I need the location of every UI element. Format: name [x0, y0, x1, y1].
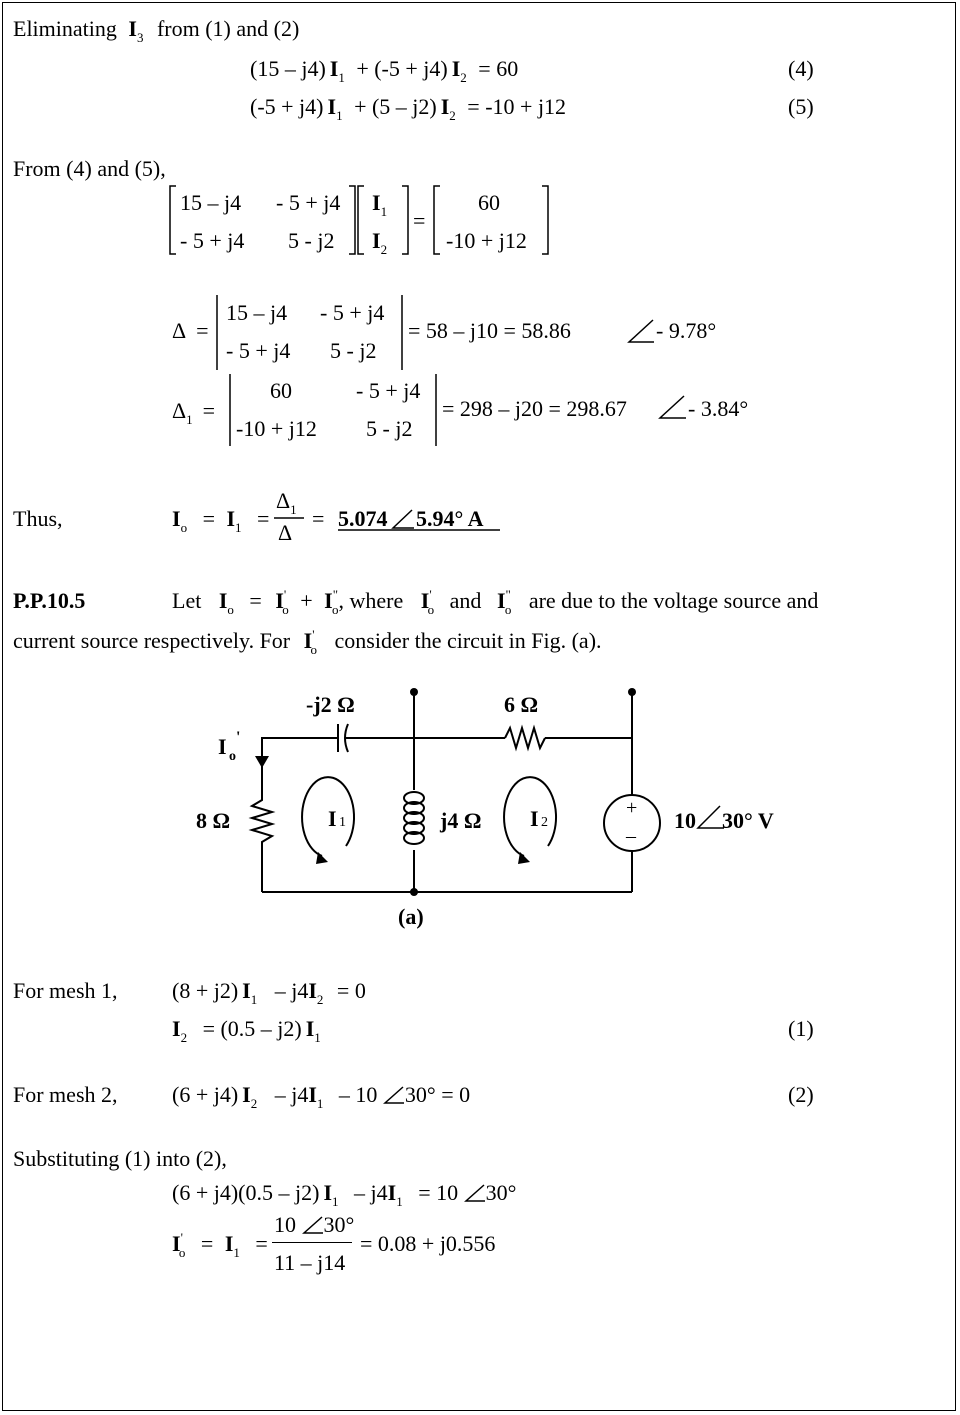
det-a11: 15 – j4 — [226, 300, 288, 325]
pp-label: P.P.10.5 — [13, 588, 86, 613]
eq-1-number: (1) — [788, 1016, 814, 1041]
resistor-6-label: 6 Ω — [504, 692, 539, 717]
resistor-8-label: 8 Ω — [196, 808, 231, 833]
mesh1-equation: (8 + j2) $I_1 - j4I_2 = 0$ — [172, 978, 366, 1007]
delta-angle: - 9.78° — [656, 318, 717, 343]
fraction-bar — [272, 1242, 352, 1243]
from-4-and-5: From (4) and (5), — [13, 156, 166, 181]
delta1-result: = 298 – j20 = 298.67 — [442, 396, 627, 421]
rhs-2: -10 + j12 — [446, 228, 527, 253]
angle-icon — [302, 1216, 324, 1234]
delta-result: = 58 – j10 = 58.86 — [408, 318, 571, 343]
delta-symbol: Δ = — [172, 318, 209, 343]
equation-4: (15 – j4) $I_1 + (-5 + j4) I_2 = 60$ — [250, 56, 519, 85]
frac-den-delta: Δ — [278, 520, 293, 545]
mesh-1-label: I — [328, 806, 337, 831]
equation-5-number: (5) — [788, 94, 814, 119]
det1-a11: 60 — [270, 378, 292, 403]
det1-a22: 5 - j2 — [366, 416, 413, 441]
current-prime: ' — [236, 729, 241, 746]
circuit-markers — [255, 688, 636, 896]
eliminating-line: Eliminating $I_3$ from (1) and (2) — [13, 16, 300, 45]
mesh2-equation: (6 + j4) $I_2 - j4I_1 - 10$ 30° = 0 — [172, 1082, 471, 1111]
det1-a12: - 5 + j4 — [356, 378, 421, 403]
eq-2-number: (2) — [788, 1082, 814, 1107]
mesh-2-label: I — [530, 806, 539, 831]
final-lhs: $I'_o = I_1$ = — [172, 1230, 268, 1260]
final-result: = 0.08 + j0.556 — [360, 1231, 496, 1256]
delta1-symbol: $\Delta_1$ = — [172, 398, 216, 427]
thus-io: $I_o = I_1$ = — [172, 506, 270, 535]
circuit-wires — [252, 692, 660, 892]
angle-icon — [383, 1086, 405, 1104]
capacitor-label: -j2 Ω — [306, 692, 355, 717]
delta1-angle: - 3.84° — [688, 396, 749, 421]
source-angle-icon — [698, 806, 724, 828]
matrix-a22: 5 - j2 — [288, 228, 335, 253]
equation-5: (-5 + j4) $I_1 + (5 - j2) I_2 = -10 + j12$ — [250, 94, 567, 123]
rhs-1: 60 — [478, 190, 500, 215]
frac-num-delta1: $\Delta_1$ — [276, 488, 297, 517]
matrix-a21: - 5 + j4 — [180, 228, 245, 253]
thus-answer: 5.074 — [338, 506, 388, 531]
det1-a21: -10 + j12 — [236, 416, 317, 441]
figure-caption: (a) — [398, 904, 424, 929]
thus-equals: = — [312, 506, 325, 531]
final-numerator: 10 30° — [274, 1212, 355, 1237]
mesh1-label: For mesh 1, — [13, 978, 118, 1003]
equation-4-number: (4) — [788, 56, 814, 81]
mesh2-label: For mesh 2, — [13, 1082, 118, 1107]
substituting-label: Substituting (1) into (2), — [13, 1146, 227, 1171]
current-label: I — [218, 734, 227, 759]
matrix-equals: = — [413, 208, 426, 233]
i2-equation: $I_2 = (0.5 - j2)$ $I_1$ — [172, 1016, 321, 1045]
det-a22: 5 - j2 — [330, 338, 377, 363]
pp-line2: current source respectively. For $I'_o$ consider the circuit in Fig. (a). — [13, 627, 602, 657]
source-plus: + — [626, 797, 638, 819]
vector-i1: $I_1$ — [372, 190, 388, 219]
mesh-2-sub: 2 — [541, 815, 548, 830]
final-denominator: 11 – j14 — [274, 1250, 346, 1275]
thus-answer-angle: 5.94° A — [416, 506, 484, 531]
mesh-1-sub: 1 — [339, 815, 346, 830]
matrix-a11: 15 – j4 — [180, 190, 242, 215]
vector-i2: $I_2$ — [372, 228, 388, 257]
matrix-a12: - 5 + j4 — [276, 190, 341, 215]
det-a12: - 5 + j4 — [320, 300, 385, 325]
source-value: 10 — [674, 808, 696, 833]
current-sub: o — [229, 749, 236, 764]
source-minus: – — [626, 825, 636, 847]
angle-icon — [464, 1184, 486, 1202]
inductor-label: j4 Ω — [440, 808, 482, 833]
det-a21: - 5 + j4 — [226, 338, 291, 363]
substitution-equation: (6 + j4)(0.5 – j2) $I_1 - j4I_1 = 10$ 30° — [172, 1180, 517, 1209]
thus-label: Thus, — [13, 506, 63, 531]
pp-let-line: Let $I_o = I'_o + I^"_o$, where $I'_o$ and $I^"_o$ are due to the voltage source and — [172, 587, 819, 617]
source-angle: 30° V — [722, 808, 774, 833]
